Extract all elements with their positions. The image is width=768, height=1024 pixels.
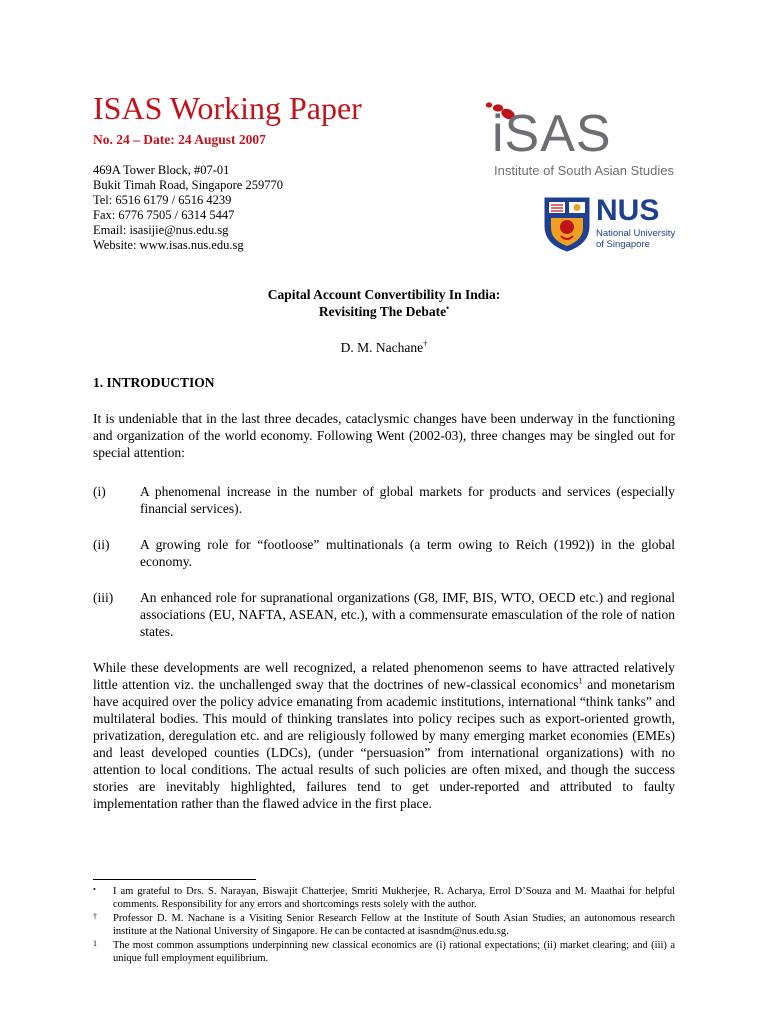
list-item-text: An enhanced role for supranational organizations (G8, IMF, BIS, WTO, OECD etc.) and regional associations (EU, NAFTA, ASEAN, etc.), with a commensurate emasculation of the role of nation states.	[140, 590, 675, 639]
paper-series-title: ISAS Working Paper	[93, 90, 362, 126]
isas-wordmark: iSAS	[492, 105, 612, 163]
nus-subtitle	[596, 228, 675, 250]
footnotes	[93, 885, 675, 966]
footnote-text: I am grateful to Drs. S. Narayan, Biswajit Chatterjee, Smriti Mukherjee, R. Acharya, Errol D’Souza and M. Maathai for helpful comments. Responsibility for any errors and shortcomings rests solely with the author.	[113, 886, 675, 910]
footnote	[93, 912, 675, 938]
intro-paragraph: It is undeniable that in the last three decades, cataclysmic changes have been underway in the functioning and organization of the world economy. Following Went (2002-03), three changes may be singled out for special attention:	[93, 411, 675, 460]
contact-address	[93, 163, 283, 253]
author-line	[0, 340, 768, 356]
paper-title-text: Revisiting The Debate	[318, 304, 447, 319]
nus-crest-icon	[543, 196, 591, 252]
footnote-text: Professor D. M. Nachane is a Visiting Senior Research Fellow at the Institute of South Asian Studies, an autonomous research institute at the National University of Singapore. He can be contacted at isasndm@nus.edu.sg.	[113, 913, 675, 937]
fax-line: Fax: 6776 7505 / 6314 5447	[93, 208, 235, 222]
website-line: Website: www.isas.nus.edu.sg	[93, 238, 244, 252]
list-item-number: (ii)	[93, 537, 110, 552]
body-paragraph	[93, 659, 675, 812]
phone-line: Tel: 6516 6179 / 6516 4239	[93, 193, 232, 207]
footnote-mark: 1	[93, 939, 97, 948]
title-footnote-mark: •	[446, 302, 450, 313]
footnote-text: The most common assumptions underpinning new classical economics are (i) rational expectations; (ii) market clearing; and (iii) a unique full employment equilibrium.	[113, 940, 675, 964]
nus-subtitle-line: National University	[596, 228, 676, 239]
body-footnote-mark: 1	[578, 675, 583, 686]
list-item-text: A phenomenal increase in the number of global markets for products and services (especially financial services).	[140, 484, 675, 516]
footnote	[93, 939, 675, 965]
footnote-mark: †	[93, 912, 97, 921]
email-line: Email: isasijie@nus.edu.sg	[93, 223, 229, 237]
paper-number-date: No. 24 – Date: 24 August 2007	[93, 132, 266, 147]
list-item-text: A growing role for “footloose” multinationals (a term owing to Reich (1992)) in the global economy.	[140, 537, 675, 569]
footnote-mark: •	[93, 885, 96, 894]
paper-title-line-1: Capital Account Convertibility In India:	[267, 287, 501, 302]
author-footnote-mark: †	[423, 338, 428, 349]
list-item-number: (i)	[93, 484, 106, 499]
paper-title-line-2	[0, 303, 768, 320]
footnote	[93, 885, 675, 911]
section-heading: 1. INTRODUCTION	[93, 375, 215, 390]
isas-tagline: Institute of South Asian Studies	[494, 163, 674, 178]
body-text: and monetarism have acquired over the policy advice emanating from academic institutions, international “think tanks” and multilateral bodies. This mould of thinking translates into policy recipes such as export-oriented growth, privatization, deregulation etc. and are religiously followed by many emerging market economies (EMEs) and least developed counties (LDCs), (under “persuasion” from international organizations) with no attention to local conditions. The actual results of such policies are often mixed, and though the success stories are inevitably highlighted, failures tend to get under-reported and attributed to faulty implementation rather than the flawed advice in the first place.	[93, 677, 676, 811]
nus-subtitle-line: of Singapore	[596, 239, 650, 250]
list-item-number: (iii)	[93, 590, 114, 605]
nus-logo	[543, 196, 683, 256]
nus-wordmark: NUS	[596, 194, 660, 227]
footnote-divider	[93, 879, 256, 880]
address-line: 469A Tower Block, #07-01	[93, 163, 230, 177]
body-text: While these developments are well recognized, a related phenomenon seems to have attracted relatively little attention viz. the unchallenged sway that the doctrines of new-classical economics	[93, 660, 675, 692]
isas-logo	[478, 100, 678, 182]
address-line: Bukit Timah Road, Singapore 259770	[93, 178, 283, 192]
author-name: D. M. Nachane	[340, 340, 424, 355]
